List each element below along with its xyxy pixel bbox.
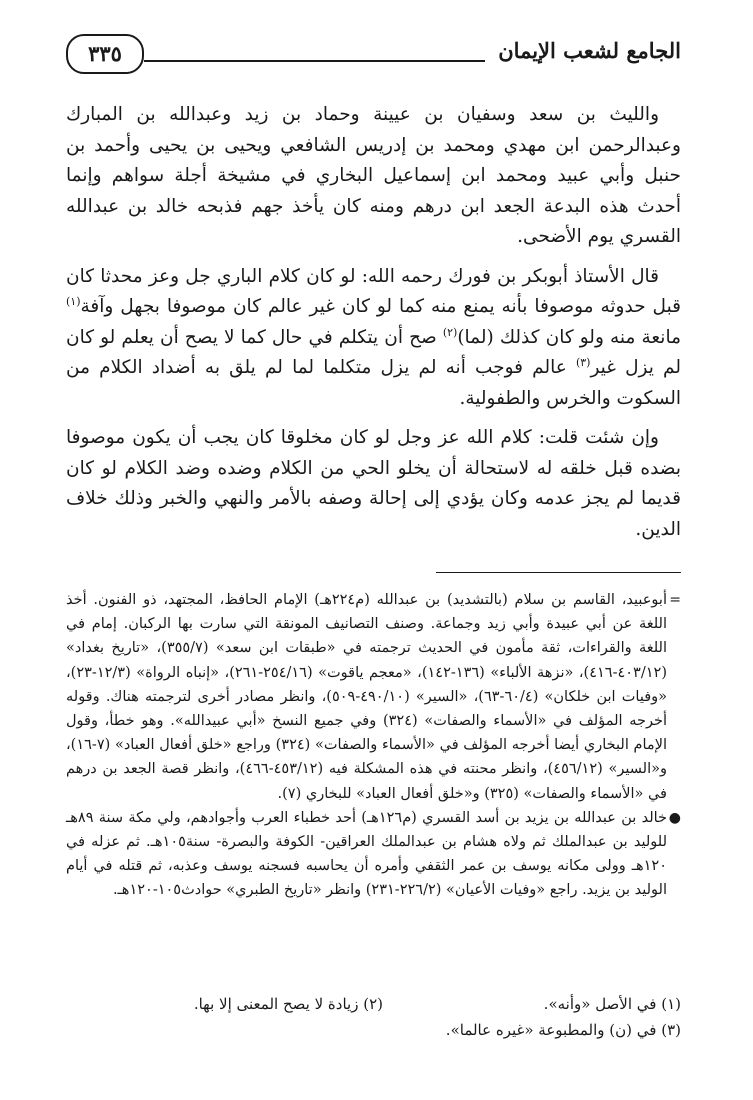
header-rule [144, 60, 485, 62]
note-abu-ubaid-text: أبوعبيد، القاسم بن سلام (بالتشديد) بن عبدالله (م٢٢٤هـ) الإمام الحافظ، المجتهد، ذو الفنون. أخذ اللغة عن أبي عبيدة وأبي زيد وجماعة. وصنف التصانيف المونقة التي سارت بها الركبان. إمام في اللغة والقراءات، ثقة مأمون في الحديث ترجمته في «طبقات ابن سعد» (٣٥٥/٧)، «تاريخ بغداد» (٤٠٣/١٢-٤١٦)، «نزهة الألباء» (١٣٦-١٤٢)، «معجم ياقوت» (٢٥٤/١٦-٢٦١)، «إنباه الرواة» (١٢/٣-٢٣)، «وفيات ابن خلكان» (٦٠/٤-٦٣)، «السير» (٤٩٠/١٠-٥٠٩)، وانظر مصادر أخرى لترجمته هناك. وقوله أخرجه المؤلف في «الأسماء والصفات» (٣٢٤) وفي جميع النسخ «أبي عبيدالله». وهو خطأ، وقول الإمام البخاري أيضا أخرجه المؤلف في «الأسماء والصفات» (٣٢٤) وراجع «خلق أفعال العباد» (٧-١٦)، و«السير» (٤٥٦/١٢)، وانظر محنته في هذه المشكلة فيه (٤٥٣/١٢-٤٦٦)، وانظر قصة الجعد بن درهم في «الأسماء والصفات» (٣٢٥) و«خلق أفعال العباد» للبخاري (٧). [66, 592, 668, 802]
footnote-ref-2: (٢) [442, 325, 458, 339]
running-header [66, 34, 681, 74]
paragraph-2-part-a: قال الأستاذ أبوبكر بن فورك رحمه الله: لو كان كلام الباري جل وعز محدثا كان قبل حدوثه موصوفا بأنه يمنع منه كما لو كان غير عالم كان موصوفا بجهل وآفة [66, 265, 681, 317]
paragraph-2-part-c: صح أن يتكلم في حال كما لا يصح أن يعلم لو كان لم يزل غير [66, 326, 682, 378]
continuation-marker: = [669, 592, 681, 608]
footnote-ref-3: (٣) [575, 355, 591, 369]
paragraph-2-part-b: مانعة منه ولو كان كذلك (لما) [457, 326, 681, 348]
footnote-1: (١) في الأصل «وأنه». [543, 995, 681, 1013]
footnote-2: (٢) زيادة لا يصح المعنى إلا بها. [193, 995, 383, 1013]
page-number: ٣٣٥ [66, 34, 144, 74]
paragraph-2 [66, 262, 681, 415]
biographical-notes [66, 588, 681, 903]
main-text [66, 100, 681, 554]
book-title: الجامع لشعب الإيمان [498, 38, 681, 63]
paragraph-1: والليث بن سعد وسفيان بن عيينة وحماد بن زيد وعبدالله بن المبارك وعبدالرحمن ابن مهدي ومحمد بن إدريس الشافعي ويحيى بن يحيى وأحمد بن حنبل وأبي عبيد ومحمد ابن إسماعيل البخاري في مشيخة أجلة سواهم وإنما أحدث هذه البدعة الجعد ابن درهم ومنه كان يأخذ جهم فذبحه خالد بن عبدالله القسري يوم الأضحى. [66, 104, 681, 247]
footnote-3: (٣) في (ن) والمطبوعة «غيره عالما». [445, 1021, 681, 1039]
footnote-separator [436, 572, 681, 573]
note-khalid-al-qasri-text: خالد بن عبدالله بن يزيد بن أسد القسري (م١٢٦هـ) أحد خطباء العرب وأجوادهم، ولي مكة سنة ٨٩هـ للوليد بن عبدالملك ثم ولاه هشام بن عبدالملك العراقين- الكوفة والبصرة- سنة١٠٥هـ. ثم عزله في ١٢٠هـ وولى مكانه يوسف بن عمر الثقفي وأمره أن يحاسبه فسجنه يوسف وعذبه، ثم قتله في أيام الوليد بن يزيد. راجع «وفيات الأعيان» (٢٢٦/٢-٢٣١) وانظر «تاريخ الطبري» حوادث١٠٥-١٢٠هـ. [66, 809, 667, 899]
paragraph-3: وإن شئت قلت: كلام الله عز وجل لو كان مخلوقا كان يجب أن يكون موصوفا بضده قبل خلقه له لاستحالة أن يخلو الحي من الكلام وضده وضد الكلام لو كان قديما لم يجز عدمه وكان يؤدي إلى إحالة وصفه بالأمر والنهي والخبر وذلك خلاف الدين. [66, 427, 681, 540]
bullet-icon: ● [668, 809, 681, 826]
note-khalid-al-qasri [66, 806, 681, 903]
paragraph-2-part-d: عالم فوجب أنه لم يزل متكلما لما لم يلق به أضداد الكلام من السكوت والخرس والطفولية. [66, 357, 681, 409]
footnote-ref-1: (١) [66, 294, 81, 308]
note-abu-ubaid [66, 588, 681, 806]
